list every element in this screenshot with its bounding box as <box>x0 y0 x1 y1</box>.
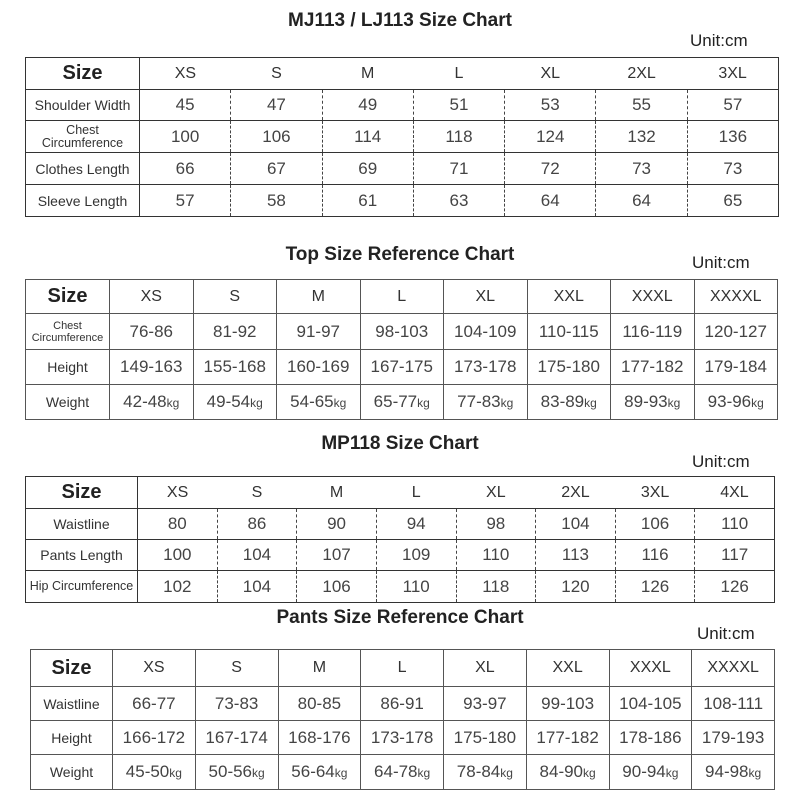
table-cell: 110 <box>695 509 775 540</box>
unit-suffix: kg <box>500 396 514 410</box>
table-cell: 55 <box>596 90 687 121</box>
row-label: Pants Length <box>26 540 138 571</box>
table-cell <box>692 755 775 790</box>
row-label: Waistline <box>31 687 113 721</box>
chart4-table <box>30 649 775 790</box>
row-label: Shoulder Width <box>26 90 140 121</box>
table-row <box>31 687 775 721</box>
row-label: Hip Circumference <box>26 571 138 603</box>
table-cell: 120-127 <box>694 314 778 350</box>
value: 90-94 <box>622 762 666 781</box>
table-cell: 63 <box>413 185 504 217</box>
table-cell: 57 <box>140 185 231 217</box>
value: 50-56 <box>208 762 253 781</box>
table-row <box>26 540 775 571</box>
unit-suffix: kg <box>748 766 762 780</box>
chart2-size-col: M <box>277 280 361 314</box>
chart1-size-col: S <box>231 58 322 90</box>
table-row <box>26 571 775 603</box>
table-row <box>26 314 778 350</box>
table-cell <box>195 755 278 790</box>
table-cell: 110 <box>376 571 456 603</box>
table-cell: 175-180 <box>527 350 611 385</box>
table-row <box>26 121 779 153</box>
table-cell <box>277 385 361 420</box>
table-cell: 81-92 <box>193 314 277 350</box>
chart2-title: Top Size Reference Chart <box>285 244 515 265</box>
chart4-size-header: Size <box>31 650 113 687</box>
table-cell: 132 <box>596 121 687 153</box>
unit-suffix: kg <box>417 396 430 410</box>
unit-suffix: kg <box>169 766 182 780</box>
table-cell <box>193 385 277 420</box>
table-cell <box>694 385 778 420</box>
table-cell: 86-91 <box>361 687 444 721</box>
table-cell: 126 <box>615 571 695 603</box>
chart2-size-col: XS <box>110 280 194 314</box>
table-cell: 64 <box>505 185 596 217</box>
chart4-size-col: XXL <box>526 650 609 687</box>
table-cell <box>444 385 528 420</box>
table-cell: 93-97 <box>444 687 527 721</box>
table-row <box>31 755 775 790</box>
value: 93-96 <box>707 392 752 411</box>
table-cell: 166-172 <box>113 721 196 755</box>
table-cell: 76-86 <box>110 314 194 350</box>
row-label: Height <box>31 721 113 755</box>
table-cell: 58 <box>231 185 322 217</box>
table-cell: 118 <box>456 571 536 603</box>
table-row <box>26 153 779 185</box>
chart3-size-col: S <box>217 477 297 509</box>
chart3-unit: Unit:cm <box>692 452 750 471</box>
table-cell: 113 <box>536 540 616 571</box>
chart3-size-col: L <box>376 477 456 509</box>
row-label: Chest Circumference <box>26 121 140 153</box>
table-cell: 160-169 <box>277 350 361 385</box>
table-cell: 64 <box>596 185 687 217</box>
table-cell: 155-168 <box>193 350 277 385</box>
table-cell: 114 <box>322 121 413 153</box>
chart4-size-col: XXXXL <box>692 650 775 687</box>
unit-suffix: kg <box>250 396 263 410</box>
value: 54-65 <box>290 392 334 411</box>
value: 64-78 <box>374 762 418 781</box>
table-cell: 110-115 <box>527 314 611 350</box>
table-cell: 104 <box>536 509 616 540</box>
chart4-size-col: XXXL <box>609 650 692 687</box>
table-cell: 80 <box>138 509 218 540</box>
table-cell: 47 <box>231 90 322 121</box>
table-cell: 91-97 <box>277 314 361 350</box>
value: 83-89 <box>540 392 585 411</box>
table-cell: 90 <box>297 509 377 540</box>
unit-suffix: kg <box>500 766 513 780</box>
value: 84-90 <box>539 762 584 781</box>
value: 42-48 <box>123 392 167 411</box>
chart3-size-col: XS <box>138 477 218 509</box>
row-label: Chest Circumference <box>26 314 110 350</box>
chart2-size-col: XXXL <box>611 280 695 314</box>
table-cell: 98-103 <box>360 314 444 350</box>
unit-suffix: kg <box>252 766 265 780</box>
table-cell <box>278 755 361 790</box>
table-cell: 102 <box>138 571 218 603</box>
chart3-title: MP118 Size Chart <box>321 433 479 454</box>
chart3-size-col: 3XL <box>615 477 695 509</box>
chart1-size-col: 2XL <box>596 58 687 90</box>
table-row <box>26 185 779 217</box>
value: 49-54 <box>206 392 251 411</box>
table-cell: 104-109 <box>444 314 528 350</box>
chart2-size-col: XL <box>444 280 528 314</box>
table-cell <box>527 385 611 420</box>
table-row <box>26 90 779 121</box>
table-cell: 100 <box>138 540 218 571</box>
row-label: Sleeve Length <box>26 185 140 217</box>
chart1-size-col: L <box>413 58 504 90</box>
table-cell: 124 <box>505 121 596 153</box>
table-cell: 126 <box>695 571 775 603</box>
chart1-table <box>25 57 779 217</box>
unit-suffix: kg <box>583 766 596 780</box>
value: 89-93 <box>624 392 668 411</box>
chart1-size-col: XS <box>140 58 231 90</box>
table-cell: 67 <box>231 153 322 185</box>
unit-suffix: kg <box>665 766 679 780</box>
table-cell: 104 <box>217 571 297 603</box>
table-cell: 179-193 <box>692 721 775 755</box>
table-cell: 116 <box>615 540 695 571</box>
table-cell: 178-186 <box>609 721 692 755</box>
table-cell: 106 <box>231 121 322 153</box>
row-label: Weight <box>31 755 113 790</box>
unit-suffix: kg <box>667 396 681 410</box>
table-cell: 118 <box>413 121 504 153</box>
value: 56-64 <box>291 762 335 781</box>
chart3-size-col: M <box>297 477 377 509</box>
table-cell: 73 <box>596 153 687 185</box>
table-cell: 106 <box>297 571 377 603</box>
table-cell: 167-175 <box>360 350 444 385</box>
chart1-size-col: 3XL <box>687 58 778 90</box>
table-cell <box>113 755 196 790</box>
table-cell: 51 <box>413 90 504 121</box>
chart1-size-col: XL <box>505 58 596 90</box>
table-cell: 100 <box>140 121 231 153</box>
table-cell: 173-178 <box>361 721 444 755</box>
row-label: Waistline <box>26 509 138 540</box>
table-cell: 61 <box>322 185 413 217</box>
table-cell: 175-180 <box>444 721 527 755</box>
table-row <box>26 350 778 385</box>
table-cell: 65 <box>687 185 778 217</box>
chart4-size-col: XS <box>113 650 196 687</box>
table-cell: 173-178 <box>444 350 528 385</box>
value: 65-77 <box>373 392 418 411</box>
table-cell: 167-174 <box>195 721 278 755</box>
unit-suffix: kg <box>334 766 348 780</box>
table-cell: 117 <box>695 540 775 571</box>
table-cell <box>360 385 444 420</box>
table-cell: 57 <box>687 90 778 121</box>
table-cell: 73 <box>687 153 778 185</box>
table-cell <box>611 385 695 420</box>
unit-suffix: kg <box>417 766 431 780</box>
table-cell: 108-111 <box>692 687 775 721</box>
chart1-size-header: Size <box>26 58 140 90</box>
table-cell: 110 <box>456 540 536 571</box>
table-cell <box>526 755 609 790</box>
table-cell: 72 <box>505 153 596 185</box>
table-cell: 107 <box>297 540 377 571</box>
unit-suffix: kg <box>751 396 764 410</box>
row-label: Height <box>26 350 110 385</box>
value: 77-83 <box>457 392 501 411</box>
row-label: Clothes Length <box>26 153 140 185</box>
chart3-size-header: Size <box>26 477 138 509</box>
chart3-size-col: 2XL <box>536 477 616 509</box>
table-cell: 53 <box>505 90 596 121</box>
table-cell: 94 <box>376 509 456 540</box>
table-cell <box>609 755 692 790</box>
table-cell: 179-184 <box>694 350 778 385</box>
value: 45-50 <box>125 762 170 781</box>
table-row <box>31 721 775 755</box>
table-cell: 69 <box>322 153 413 185</box>
table-cell: 109 <box>376 540 456 571</box>
chart2-size-header: Size <box>26 280 110 314</box>
table-cell: 66 <box>140 153 231 185</box>
table-cell: 99-103 <box>526 687 609 721</box>
row-label: Weight <box>26 385 110 420</box>
table-cell: 177-182 <box>611 350 695 385</box>
table-cell <box>444 755 527 790</box>
chart1-size-col: M <box>322 58 413 90</box>
chart3-size-col: XL <box>456 477 536 509</box>
chart1-title: MJ113 / LJ113 Size Chart <box>288 10 512 31</box>
table-cell: 49 <box>322 90 413 121</box>
chart3-table <box>25 476 775 603</box>
table-cell: 80-85 <box>278 687 361 721</box>
chart2-size-col: L <box>360 280 444 314</box>
table-cell: 66-77 <box>113 687 196 721</box>
table-cell <box>110 385 194 420</box>
table-cell: 98 <box>456 509 536 540</box>
table-cell: 104-105 <box>609 687 692 721</box>
table-cell: 177-182 <box>526 721 609 755</box>
table-cell: 116-119 <box>611 314 695 350</box>
table-row <box>26 509 775 540</box>
table-row <box>26 385 778 420</box>
chart3-size-col: 4XL <box>695 477 775 509</box>
chart1-unit: Unit:cm <box>690 31 748 50</box>
table-cell: 136 <box>687 121 778 153</box>
chart4-size-col: XL <box>444 650 527 687</box>
chart4-size-col: S <box>195 650 278 687</box>
chart4-size-col: M <box>278 650 361 687</box>
chart2-size-col: XXXXL <box>694 280 778 314</box>
chart2-unit: Unit:cm <box>692 253 750 272</box>
value: 94-98 <box>705 762 749 781</box>
table-cell: 73-83 <box>195 687 278 721</box>
chart4-title: Pants Size Reference Chart <box>276 607 524 628</box>
table-cell: 106 <box>615 509 695 540</box>
table-cell: 45 <box>140 90 231 121</box>
chart2-size-col: S <box>193 280 277 314</box>
chart2-size-col: XXL <box>527 280 611 314</box>
chart2-table <box>25 279 778 420</box>
table-cell: 71 <box>413 153 504 185</box>
table-cell: 120 <box>536 571 616 603</box>
unit-suffix: kg <box>333 396 347 410</box>
chart4-unit: Unit:cm <box>697 624 755 643</box>
table-cell: 86 <box>217 509 297 540</box>
table-cell: 104 <box>217 540 297 571</box>
table-cell: 168-176 <box>278 721 361 755</box>
table-cell: 149-163 <box>110 350 194 385</box>
table-cell <box>361 755 444 790</box>
chart4-size-col: L <box>361 650 444 687</box>
value: 78-84 <box>456 762 501 781</box>
unit-suffix: kg <box>166 396 180 410</box>
unit-suffix: kg <box>584 396 597 410</box>
